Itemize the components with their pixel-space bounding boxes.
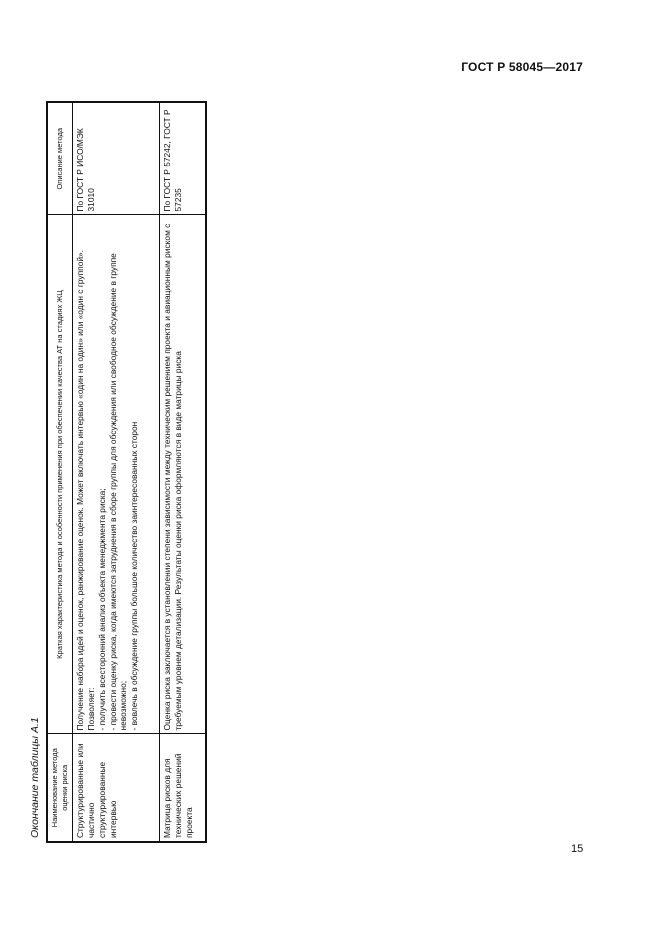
desc-line: Позволяет: — [86, 687, 96, 731]
rotated-table-block — [29, 103, 194, 843]
header-description: Описание метода — [47, 102, 73, 215]
desc-line: - получить всесторонний анализ объекта менеджмента риска; — [96, 488, 107, 731]
method-reference-cell: По ГОСТ Р ИСО/МЭК 31010 — [73, 102, 160, 215]
header-method-name: Наименование метода оценки риска — [47, 734, 73, 842]
method-name-cell: Матрица рисков для технических решений проекта — [160, 734, 207, 842]
header-characteristics: Краткая характеристика метода и особенности применения при обеспечении качества АТ на стадиях ЖЦ — [47, 215, 73, 734]
table-header-row — [47, 102, 73, 842]
method-characteristics-cell — [160, 215, 207, 734]
methods-table — [46, 101, 207, 843]
desc-line: - провести оценку риска, когда имеются затруднения в сборе группы для обсуждения или свободное обсуждение в группе невозможно; — [107, 253, 129, 731]
method-reference-cell: По ГОСТ Р 57242, ГОСТ Р 57235 — [160, 102, 207, 215]
method-name-cell: Структурированные или частично структурированные интервью — [73, 734, 160, 842]
document-code: ГОСТ Р 58045—2017 — [461, 60, 583, 74]
table-row — [160, 102, 207, 842]
desc-line: Оценка риска заключается в установлении степени зависимости между техническим решением проекта и авиационным риском с требуемым уровнем детализации. Результаты оценки риска оформляются в виде матрицы риска — [162, 223, 183, 731]
page-number: 15 — [571, 843, 584, 855]
method-characteristics-cell — [73, 215, 160, 734]
table-caption: Окончание таблицы А.1 — [29, 717, 41, 838]
desc-line: - вовлечь в обсуждение группы большое количество заинтересованных сторон — [129, 421, 139, 731]
table-row — [73, 102, 160, 842]
desc-line: Получение набора идей и оценок, ранжирование оценок. Может включать интервью «один на один» или «один с группой». — [75, 249, 86, 731]
